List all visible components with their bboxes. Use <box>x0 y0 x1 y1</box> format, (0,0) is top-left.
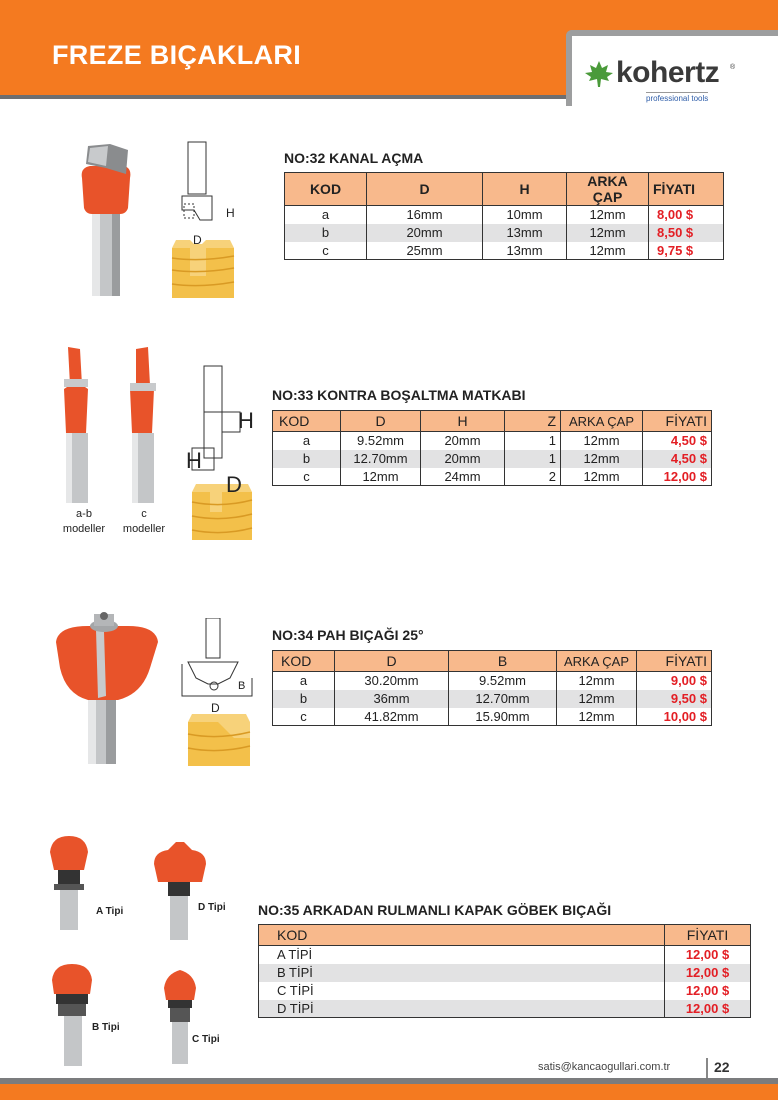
table-row <box>273 450 712 468</box>
section-title-32: NO:32 KANAL AÇMA <box>284 150 424 166</box>
router-bit-34-photo <box>48 608 168 766</box>
router-bit-32-photo <box>70 138 142 298</box>
cell: 12mm <box>567 206 649 224</box>
cell: 24mm <box>421 468 505 486</box>
cell: 16mm <box>367 206 483 224</box>
table-row <box>273 432 712 450</box>
cell: c <box>273 708 335 726</box>
col-header: H <box>483 173 567 206</box>
price-cell: 9,75 $ <box>649 242 724 260</box>
col-header: KOD <box>259 925 665 946</box>
tip-label-a: A Tipi <box>96 906 124 917</box>
cell: D TİPİ <box>259 1000 665 1018</box>
cell: 20mm <box>421 432 505 450</box>
cell: 13mm <box>483 242 567 260</box>
table-row <box>259 1000 751 1018</box>
tip-label-d: D Tipi <box>198 902 226 913</box>
price-table-35 <box>258 924 751 1018</box>
caption-ab-label: a-b <box>76 508 92 520</box>
footer-separator <box>706 1058 708 1078</box>
table-row <box>259 964 751 982</box>
cell: 41.82mm <box>335 708 449 726</box>
col-header: ARKA ÇAP <box>561 411 643 432</box>
cell: 12mm <box>561 432 643 450</box>
table-header-row <box>273 411 712 432</box>
router-bit-35a-photo <box>44 832 94 932</box>
table-row <box>285 206 724 224</box>
cell: b <box>285 224 367 242</box>
col-header: FİYATI <box>637 651 712 672</box>
cell: 9.52mm <box>449 672 557 690</box>
router-bit-33ab-photo <box>58 345 98 505</box>
price-cell: 9,00 $ <box>637 672 712 690</box>
price-cell: 12,00 $ <box>665 982 751 1000</box>
table-header-row <box>285 173 724 206</box>
col-header: FİYATI <box>649 173 724 206</box>
logo-registered: ® <box>730 64 736 71</box>
tip-label-b: B Tipi <box>92 1022 120 1033</box>
cell: 12.70mm <box>341 450 421 468</box>
caption-c <box>118 507 170 537</box>
router-bit-34-diagram <box>178 618 256 768</box>
col-header: KOD <box>285 173 367 206</box>
price-cell: 12,00 $ <box>665 1000 751 1018</box>
table-row <box>285 242 724 260</box>
maple-leaf-icon <box>584 60 614 88</box>
dim-label-b: B <box>238 680 246 692</box>
dim-label-h: H <box>226 206 235 220</box>
cell: a <box>273 432 341 450</box>
router-bit-35d-photo <box>150 838 210 942</box>
dim-label-h2: H <box>186 448 202 473</box>
tip-label-c: C Tipi <box>192 1034 220 1045</box>
cell: 12mm <box>561 450 643 468</box>
cell: 12.70mm <box>449 690 557 708</box>
brand-logo <box>566 30 778 106</box>
cell: 20mm <box>421 450 505 468</box>
cell: 36mm <box>335 690 449 708</box>
col-header: KOD <box>273 411 341 432</box>
page-number: 22 <box>714 1059 730 1075</box>
table-row <box>259 946 751 964</box>
price-cell: 12,00 $ <box>665 946 751 964</box>
price-table-33 <box>272 410 712 486</box>
router-bit-33c-photo <box>120 345 160 505</box>
cell: 1 <box>505 450 561 468</box>
cell: 12mm <box>561 468 643 486</box>
cell: 12mm <box>557 708 637 726</box>
cell: 9.52mm <box>341 432 421 450</box>
cell: C TİPİ <box>259 982 665 1000</box>
router-bit-35c-photo <box>158 966 202 1066</box>
logo-wordmark: kohertz <box>616 56 720 89</box>
cell: 12mm <box>567 242 649 260</box>
table-row <box>285 224 724 242</box>
table-row <box>273 690 712 708</box>
price-cell: 12,00 $ <box>643 468 712 486</box>
caption-ab <box>58 507 110 537</box>
cell: 15.90mm <box>449 708 557 726</box>
cell: 25mm <box>367 242 483 260</box>
price-table-34 <box>272 650 712 726</box>
price-cell: 8,00 $ <box>649 206 724 224</box>
col-header: ARKA ÇAP <box>557 651 637 672</box>
col-header: ARKA ÇAP <box>567 173 649 206</box>
cell: 12mm <box>567 224 649 242</box>
cell: 30.20mm <box>335 672 449 690</box>
cell: 12mm <box>341 468 421 486</box>
price-cell: 12,00 $ <box>665 964 751 982</box>
cell: 20mm <box>367 224 483 242</box>
router-bit-35b-photo <box>44 960 100 1068</box>
section-title-33: NO:33 KONTRA BOŞALTMA MATKABI <box>272 387 526 403</box>
caption-c-label: c <box>141 508 147 520</box>
price-cell: 4,50 $ <box>643 450 712 468</box>
col-header: D <box>367 173 483 206</box>
caption-ab-sub: modeller <box>62 523 106 535</box>
table-row <box>259 982 751 1000</box>
col-header: H <box>421 411 505 432</box>
price-cell: 9,50 $ <box>637 690 712 708</box>
caption-c-sub: modeller <box>122 523 166 535</box>
table-row <box>273 468 712 486</box>
col-header: Z <box>505 411 561 432</box>
table-row <box>273 708 712 726</box>
col-header: B <box>449 651 557 672</box>
col-header: D <box>335 651 449 672</box>
cell: 12mm <box>557 690 637 708</box>
col-header: D <box>341 411 421 432</box>
table-header-row <box>259 925 751 946</box>
price-cell: 10,00 $ <box>637 708 712 726</box>
section-title-34: NO:34 PAH BIÇAĞI 25° <box>272 627 424 643</box>
cell: b <box>273 450 341 468</box>
price-table-32 <box>284 172 724 260</box>
table-row <box>273 672 712 690</box>
section-title-35: NO:35 ARKADAN RULMANLI KAPAK GÖBEK BIÇAĞI <box>258 902 612 918</box>
price-cell: 4,50 $ <box>643 432 712 450</box>
dim-label-d: D <box>226 472 242 497</box>
cell: A TİPİ <box>259 946 665 964</box>
cell: B TİPİ <box>259 964 665 982</box>
price-cell: 8,50 $ <box>649 224 724 242</box>
footer-email: satis@kancaogullari.com.tr <box>538 1061 671 1073</box>
table-header-row <box>273 651 712 672</box>
cell: b <box>273 690 335 708</box>
footer-band <box>0 1084 778 1100</box>
dim-label-h1: H <box>238 408 254 433</box>
cell: a <box>273 672 335 690</box>
cell: c <box>273 468 341 486</box>
cell: 10mm <box>483 206 567 224</box>
cell: 1 <box>505 432 561 450</box>
logo-tagline: professional tools <box>646 94 709 103</box>
cell: 2 <box>505 468 561 486</box>
col-header: FİYATI <box>643 411 712 432</box>
dim-label-d: D <box>193 233 202 247</box>
cell: a <box>285 206 367 224</box>
col-header: KOD <box>273 651 335 672</box>
dim-label-d: D <box>211 701 220 715</box>
router-bit-32-diagram <box>160 140 238 300</box>
cell: c <box>285 242 367 260</box>
col-header: FİYATI <box>665 925 751 946</box>
cell: 12mm <box>557 672 637 690</box>
cell: 13mm <box>483 224 567 242</box>
page-title: FREZE BIÇAKLARI <box>52 40 301 70</box>
